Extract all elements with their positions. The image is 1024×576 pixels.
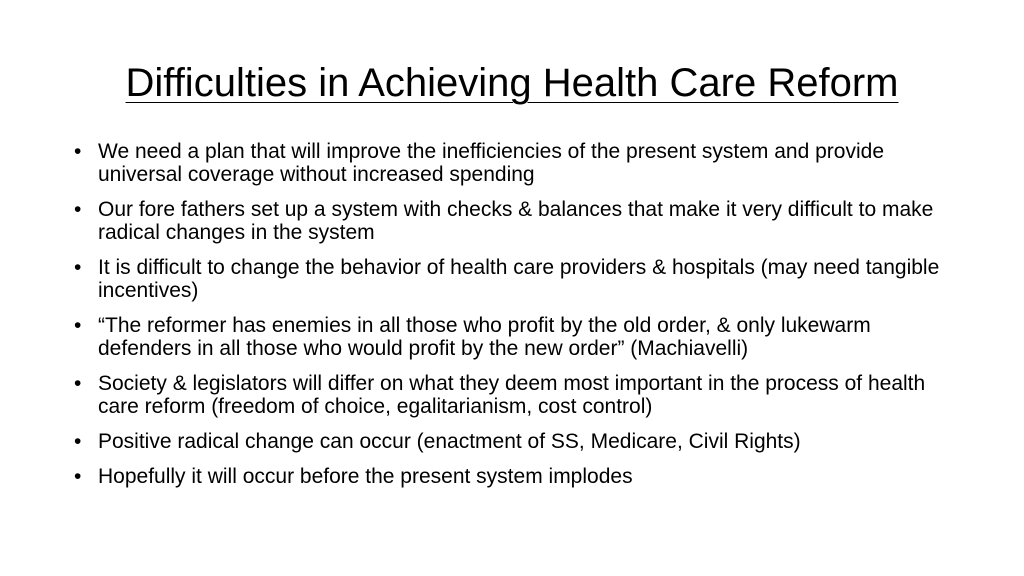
bullet-text: “The reformer has enemies in all those who profit by the old order, & only lukewarm defenders in all those who would profit by the new order” (Machiavelli) (98, 314, 871, 360)
bullet-item (73, 140, 953, 186)
bullet-list (73, 140, 953, 500)
bullet-item (73, 465, 953, 488)
bullet-item (73, 430, 953, 453)
bullet-text: Hopefully it will occur before the present system implodes (98, 465, 633, 488)
bullet-dot-icon: • (74, 314, 82, 337)
bullet-dot-icon: • (74, 140, 82, 163)
bullet-item (73, 372, 953, 418)
bullet-item (73, 256, 953, 302)
bullet-dot-icon: • (74, 256, 82, 279)
bullet-text: It is difficult to change the behavior of health care providers & hospitals (may need tangible incentives) (98, 256, 940, 302)
bullet-text: Society & legislators will differ on what they deem most important in the process of health care reform (freedom of choice, egalitarianism, cost control) (98, 372, 926, 418)
bullet-item (73, 314, 953, 360)
bullet-text: We need a plan that will improve the inefficiencies of the present system and provide universal coverage without increased spending (98, 140, 884, 186)
bullet-text: Our fore fathers set up a system with checks & balances that make it very difficult to make radical changes in the system (98, 198, 934, 244)
slide-title: Difficulties in Achieving Health Care Reform (125, 61, 899, 105)
bullet-dot-icon: • (74, 198, 82, 221)
bullet-item (73, 198, 953, 244)
bullet-dot-icon: • (74, 430, 82, 453)
bullet-text: Positive radical change can occur (enactment of SS, Medicare, Civil Rights) (98, 430, 801, 453)
bullet-dot-icon: • (74, 465, 82, 488)
bullet-dot-icon: • (74, 372, 82, 395)
